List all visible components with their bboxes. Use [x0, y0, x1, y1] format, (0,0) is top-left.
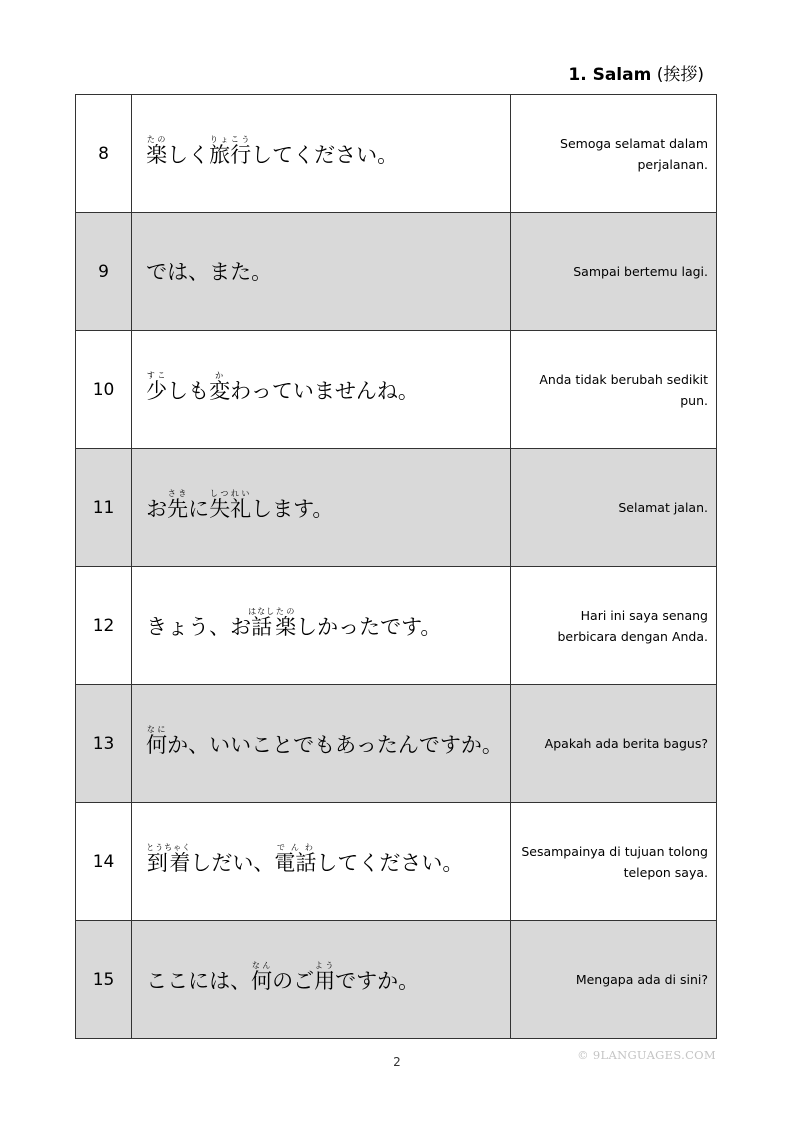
indonesian-translation: Apakah ada berita bagus? — [510, 685, 716, 803]
furigana: か — [209, 370, 231, 380]
kanji-with-furigana — [146, 134, 168, 167]
furigana: とうちゃく — [146, 842, 192, 852]
row-number: 11 — [76, 449, 132, 567]
kana-text: しも — [167, 378, 210, 403]
kanji: 電話 — [274, 850, 317, 875]
kanji-with-furigana — [209, 488, 252, 521]
furigana: なん — [251, 960, 273, 970]
kana-text: しく — [167, 142, 210, 167]
kanji: 到着 — [146, 850, 192, 875]
row-number: 14 — [76, 803, 132, 921]
kana-text: してください。 — [251, 142, 399, 167]
kana-text: ここには、 — [146, 968, 252, 993]
watermark: © 9LANGUAGES.COM — [577, 1048, 716, 1062]
japanese-phrase-cell — [132, 331, 511, 449]
table-row — [76, 685, 717, 803]
indonesian-translation: Mengapa ada di sini? — [510, 921, 716, 1039]
kana-text: してください。 — [316, 850, 464, 875]
kana-text: ですか。 — [335, 968, 420, 993]
indonesian-translation: Sesampainya di tujuan tolong telepon saya. — [510, 803, 716, 921]
furigana: りょこう — [209, 134, 252, 144]
furigana: しつれい — [209, 488, 252, 498]
kanji: 用 — [314, 968, 336, 993]
section-title-japanese: (挨拶) — [656, 65, 704, 85]
table-row — [76, 567, 717, 685]
kanji-with-furigana — [274, 842, 317, 875]
japanese-phrase-cell — [132, 95, 511, 213]
japanese-phrase-cell — [132, 449, 511, 567]
furigana: すこ — [146, 370, 168, 380]
page-number: 2 — [393, 1055, 401, 1069]
kanji: 失礼 — [209, 496, 252, 521]
row-number: 10 — [76, 331, 132, 449]
kanji: 変 — [209, 378, 231, 403]
kanji-with-furigana — [146, 842, 192, 875]
kana-text: わっていませんね。 — [230, 378, 419, 403]
japanese-phrase — [146, 842, 464, 875]
phrase-table-body — [76, 95, 717, 1039]
japanese-phrase — [146, 606, 442, 639]
kana-text: では、また。 — [146, 259, 273, 284]
row-number: 15 — [76, 921, 132, 1039]
furigana: はなし — [248, 606, 276, 616]
kana-text: か、いいことでもあったんですか。 — [167, 732, 503, 757]
furigana: なに — [146, 724, 168, 734]
kanji-with-furigana — [209, 370, 231, 403]
kana-text: きょう、お — [146, 614, 252, 639]
kana-text: のご — [272, 968, 315, 993]
section-title: 1. Salam — [568, 65, 652, 85]
kanji-with-furigana — [251, 960, 273, 993]
kanji-with-furigana — [314, 960, 336, 993]
japanese-phrase — [146, 960, 420, 993]
kanji: 楽 — [275, 614, 297, 639]
kana-text: お — [146, 496, 168, 521]
table-row — [76, 331, 717, 449]
kanji: 楽 — [146, 142, 168, 167]
japanese-phrase-cell — [132, 567, 511, 685]
japanese-phrase — [146, 370, 419, 403]
kanji: 少 — [146, 378, 168, 403]
japanese-phrase-cell — [132, 803, 511, 921]
phrase-table — [75, 94, 717, 1039]
kana-text: します。 — [251, 496, 334, 521]
kana-text: しかったです。 — [296, 614, 442, 639]
kana-text: しだい、 — [190, 850, 275, 875]
furigana: よう — [314, 960, 336, 970]
japanese-phrase — [146, 134, 399, 167]
kana-text: に — [188, 496, 210, 521]
kanji-with-furigana — [167, 488, 189, 521]
furigana: たの — [146, 134, 168, 144]
kanji: 話 — [248, 614, 276, 639]
japanese-phrase — [146, 488, 334, 521]
row-number: 9 — [76, 213, 132, 331]
indonesian-translation: Semoga selamat dalam perjalanan. — [510, 95, 716, 213]
indonesian-translation: Hari ini saya senang berbicara dengan Anda. — [510, 567, 716, 685]
table-row — [76, 449, 717, 567]
furigana: でんわ — [274, 842, 317, 852]
row-number: 13 — [76, 685, 132, 803]
kanji: 何 — [251, 968, 273, 993]
japanese-phrase — [146, 260, 272, 284]
furigana: たの — [275, 606, 297, 616]
kanji-with-furigana — [248, 606, 276, 639]
kanji-with-furigana — [275, 606, 297, 639]
kanji-with-furigana — [146, 724, 168, 757]
furigana: さき — [167, 488, 189, 498]
kanji: 何 — [146, 732, 168, 757]
table-row — [76, 213, 717, 331]
table-row — [76, 95, 717, 213]
indonesian-translation: Selamat jalan. — [510, 449, 716, 567]
indonesian-translation: Anda tidak berubah sedikit pun. — [510, 331, 716, 449]
japanese-phrase-cell — [132, 685, 511, 803]
kanji-with-furigana — [146, 370, 168, 403]
kanji: 旅行 — [209, 142, 252, 167]
row-number: 12 — [76, 567, 132, 685]
kanji: 先 — [167, 496, 189, 521]
japanese-phrase — [146, 724, 503, 757]
table-row — [76, 921, 717, 1039]
table-row — [76, 803, 717, 921]
kanji-with-furigana — [209, 134, 252, 167]
japanese-phrase-cell — [132, 921, 511, 1039]
japanese-phrase-cell — [132, 213, 511, 331]
page-heading — [568, 64, 704, 86]
indonesian-translation: Sampai bertemu lagi. — [510, 213, 716, 331]
row-number: 8 — [76, 95, 132, 213]
